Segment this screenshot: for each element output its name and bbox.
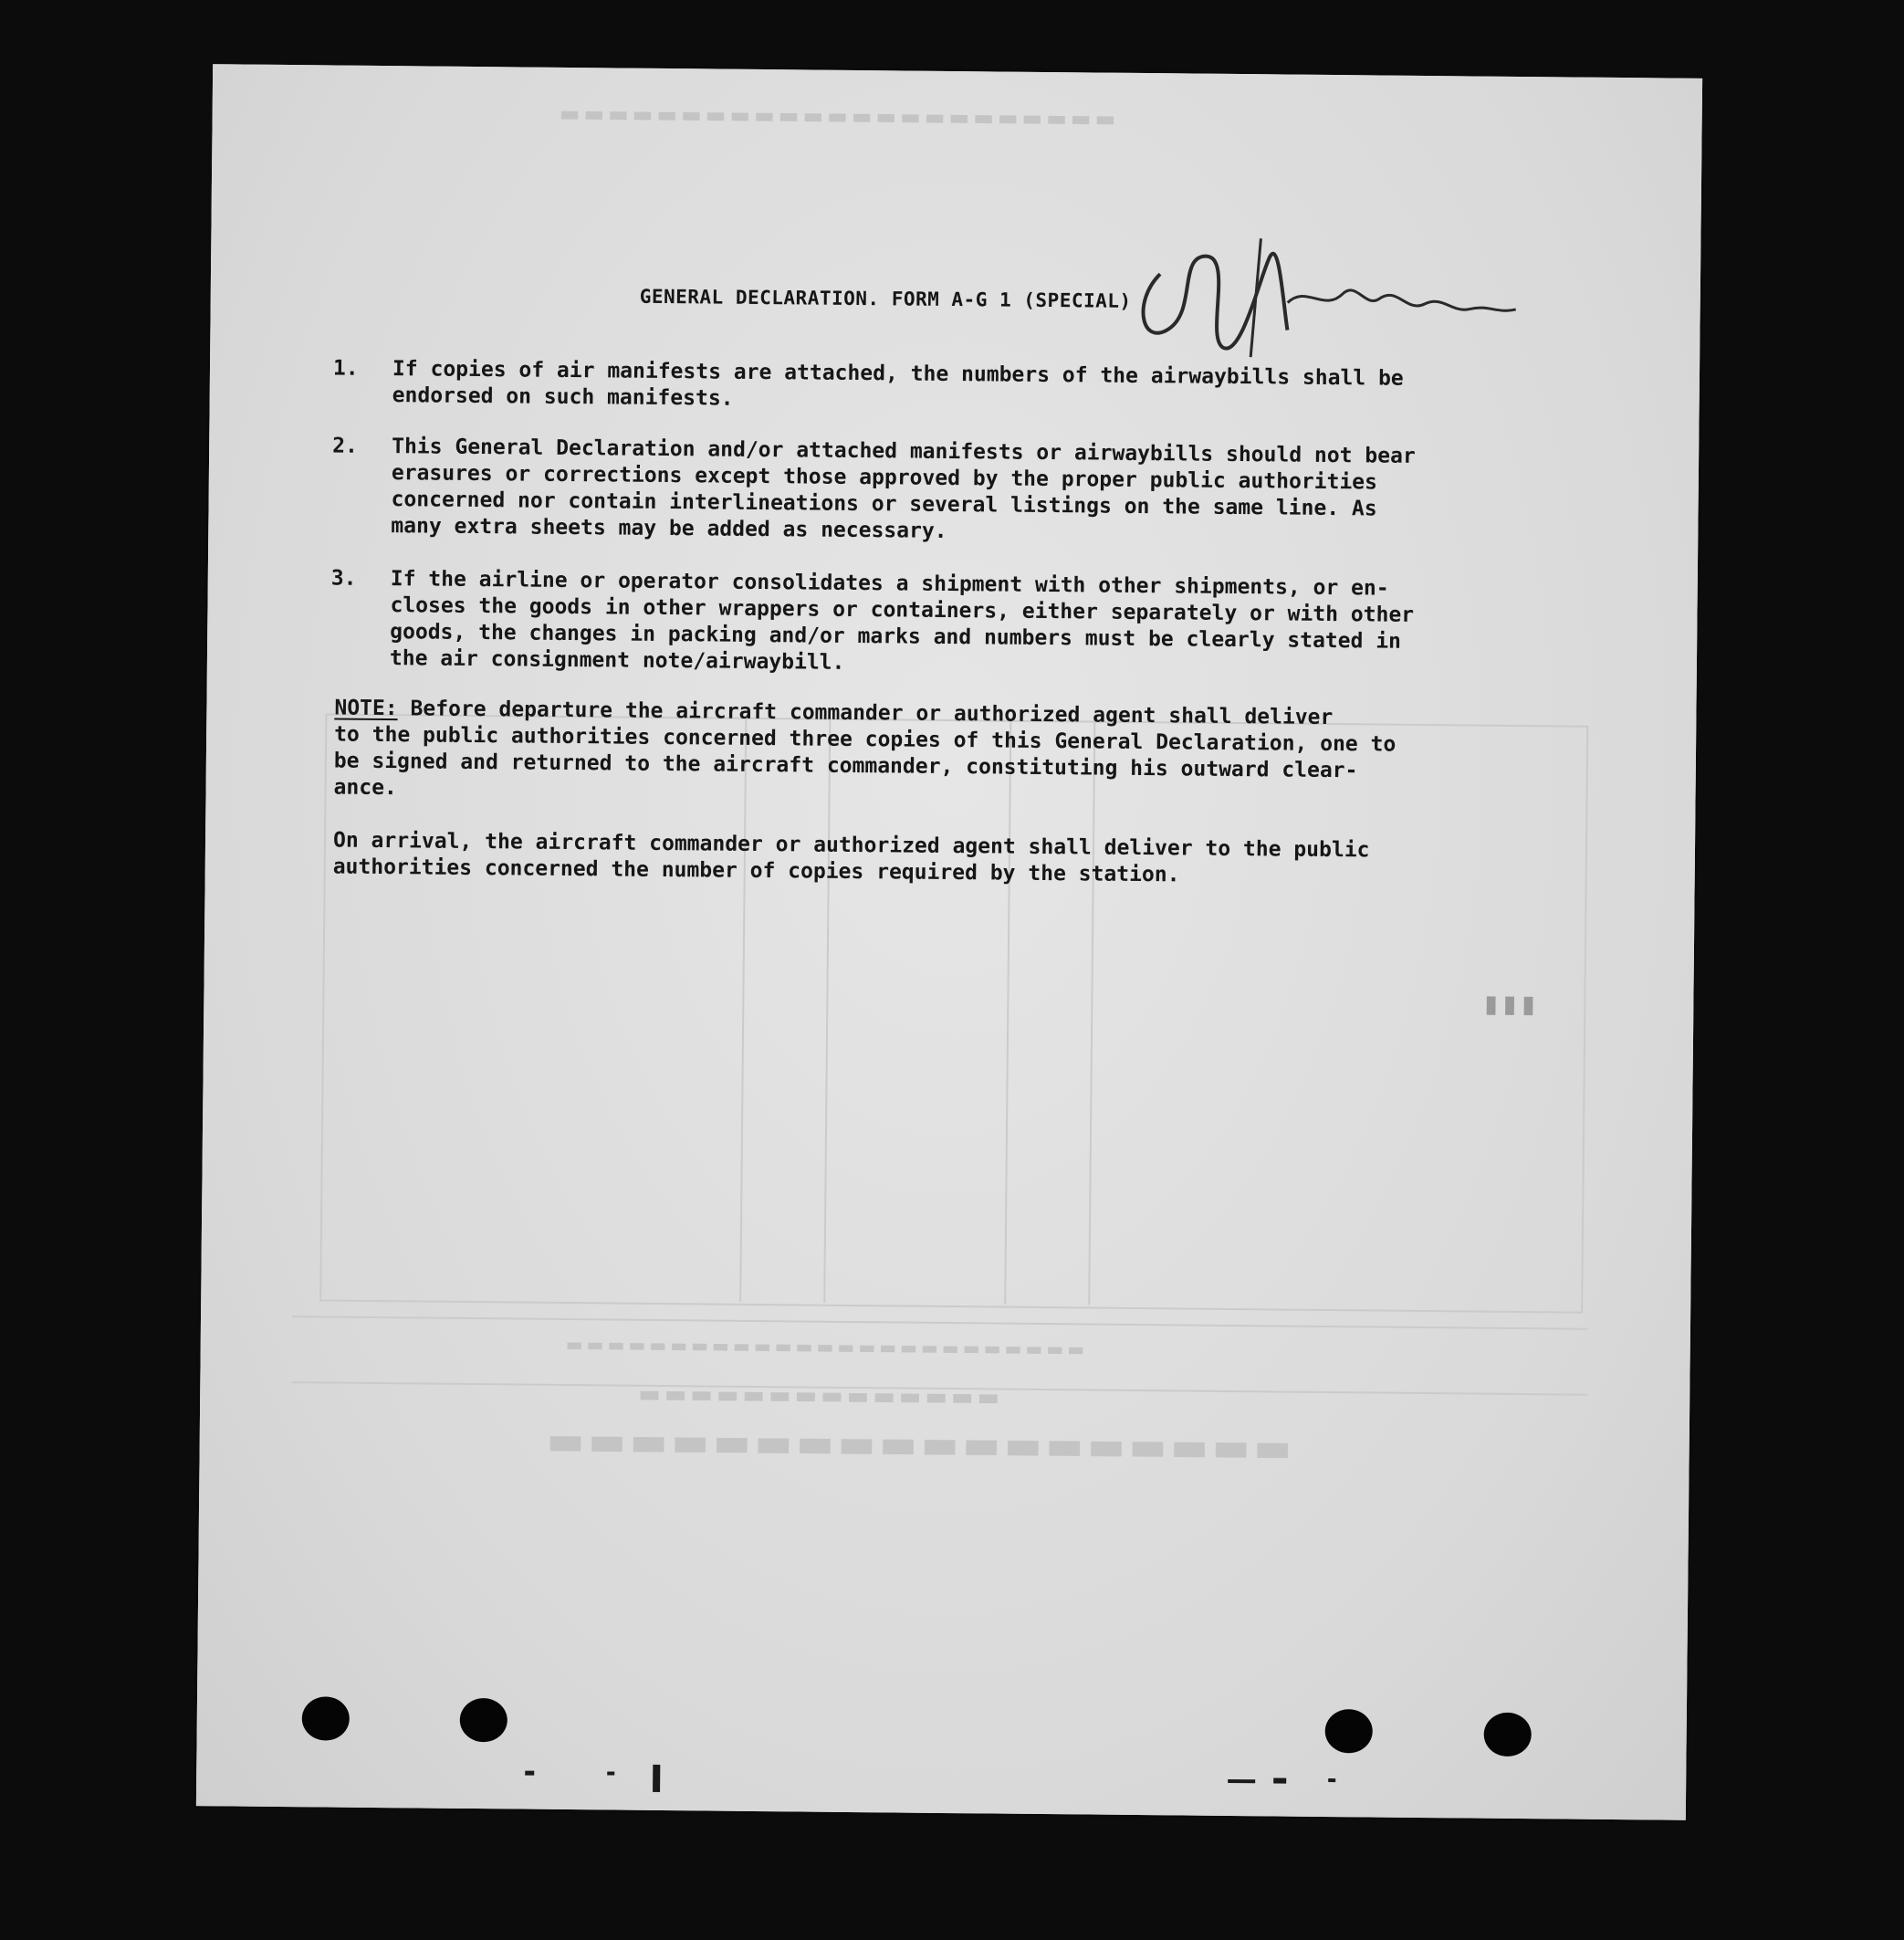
instruction-item-3 bbox=[330, 565, 1586, 675]
scan-speck bbox=[525, 1771, 534, 1776]
punch-hole bbox=[302, 1696, 350, 1740]
form-title: GENERAL DECLARATION. FORM A-G 1 (SPECIAL) bbox=[639, 285, 1132, 312]
note-paragraph bbox=[333, 696, 1594, 813]
scan-speck bbox=[1273, 1777, 1286, 1783]
reverse-bleed-top: ▬▬▬▬▬▬▬▬▬▬▬▬▬▬▬▬▬▬▬▬▬▬▬ bbox=[559, 103, 1120, 135]
arrival-paragraph: On arrival, the aircraft commander or authorized agent shall deliver to the public authorities concerned the number of copies required by the station. bbox=[332, 828, 1370, 887]
reverse-bleed-number: ▮▮▮ bbox=[1481, 989, 1538, 1027]
punch-hole bbox=[1324, 1709, 1372, 1753]
reverse-bleed-line: ▬▬▬▬▬▬▬▬▬▬▬▬▬▬▬▬▬▬▬▬▬▬▬▬▬ bbox=[565, 1336, 1089, 1364]
reverse-bleed-subheading: ▬▬▬▬▬▬▬▬▬▬▬▬▬▬ bbox=[638, 1382, 1004, 1414]
scan-speck bbox=[653, 1765, 660, 1792]
scan-speck bbox=[607, 1771, 614, 1775]
scan-speck bbox=[1328, 1778, 1335, 1782]
document-sheet bbox=[196, 64, 1702, 1820]
item-number: 1. bbox=[332, 356, 359, 381]
note-text: Before departure the aircraft commander or authorized agent shall deliver to the public authorities concerned three copies of this General Declaration, one to be signed and returned to the aircraft commander, constituting his outward clear- ance. bbox=[333, 697, 1397, 801]
item-number: 2. bbox=[332, 434, 359, 458]
punch-hole bbox=[1483, 1713, 1531, 1756]
note-label: NOTE: bbox=[334, 696, 398, 721]
reverse-bleed-heading: ▬▬▬▬▬▬▬▬▬▬▬▬▬▬▬▬▬▬ bbox=[546, 1422, 1296, 1477]
item-text: If the airline or operator consolidates a shipment with other shipments, or en- closes the goods in other wrappers or containers, either separately or with other goods, the changes in packing and/or marks and numbers must be clearly stated in the air consignment note/airwaybill. bbox=[389, 567, 1415, 675]
punch-hole bbox=[460, 1698, 507, 1742]
item-text: If copies of air manifests are attached, the numbers of the airwaybills shall be endorsed on such manifests. bbox=[392, 357, 1404, 411]
scan-speck bbox=[1228, 1779, 1255, 1783]
item-text: This General Declaration and/or attached manifests or airwaybills should not bear erasures or corrections except those approved by the proper public authorities concerned nor contain interlineations or several listings on the same line. As many extra sheets may be added as necessary. bbox=[391, 435, 1416, 543]
handwritten-signature bbox=[1123, 219, 1526, 369]
item-number: 3. bbox=[330, 566, 357, 591]
instruction-item-2 bbox=[332, 433, 1587, 543]
